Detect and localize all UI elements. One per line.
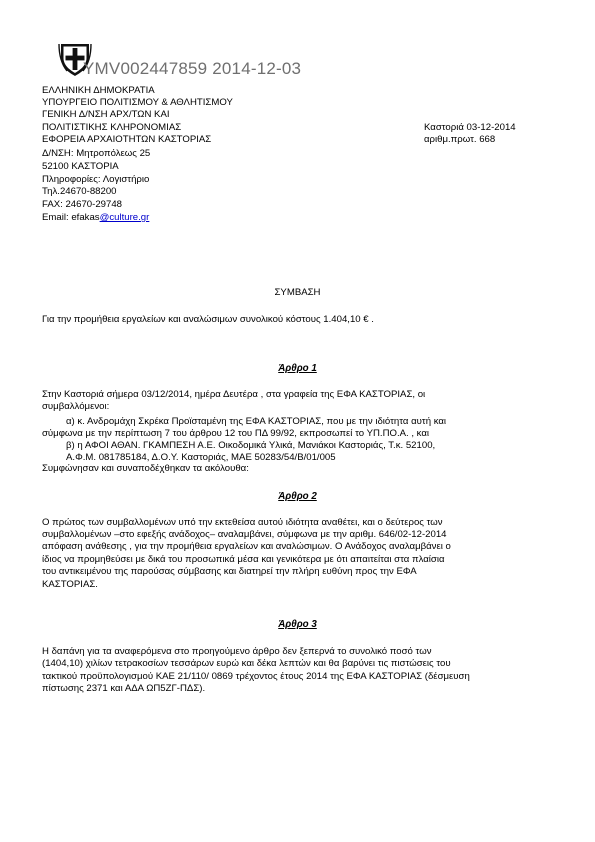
article-1-line: Στην Καστοριά σήμερα 03/12/2014, ημέρα Δευτέρα , στα γραφεία της ΕΦΑ ΚΑΣΤΟΡΙΑΣ, οι: [42, 389, 426, 400]
article-3-line: Η δαπάνη για τα αναφερόμενα στο προηγούμενο άρθρο δεν ξεπερνά το συνολικό ποσό των: [42, 646, 432, 657]
header-line-fax: FAX: 24670-29748: [42, 199, 123, 210]
ada-watermark: ΥΜV002447859 2014-12-03: [83, 59, 302, 78]
header-line-republic: ΕΛΛΗΝΙΚΗ ΔΗΜΟΚΡΑΤΙΑ: [42, 85, 155, 96]
header-line-ephorate: ΕΦΟΡΕΙΑ ΑΡΧΑΙΟΤΗΤΩΝ ΚΑΣΤΟΡΙΑΣ: [42, 134, 212, 145]
article-3-line: (1404,10) χιλίων τετρακοσίων τεσσάρων ευρώ και δέκα λεπτών και θα βαρύνει τις πιστώσεις του: [42, 658, 451, 669]
article-1-line: β) η ΑΦΟΙ ΑΘΑΝ. ΓΚΑΜΠΕΣΗ Α.Ε. Οικοδομικά Υλικά, Μανιάκοι Καστοριάς, Τ.κ. 52100,: [66, 440, 436, 451]
document-title: ΣΥΜΒΑΣΗ: [274, 287, 321, 298]
article-2-line: του αντικειμένου της παρούσας σύμβασης και διατηρεί την πλήρη ευθύνη προς την ΕΦΑ: [42, 566, 417, 577]
header-line-postcode: 52100 ΚΑΣΤΟΡΙΑ: [42, 161, 119, 172]
article-1-line: σύμφωνα με την περίπτωση 7 του άρθρου 12 του ΠΔ 99/92, εκπροσωπεί το ΥΠ.ΠΟ.Α. , και: [42, 428, 430, 439]
article-2-line: συμβαλλομένων –στο εφεξής ανάδοχος– αναλαμβάνει, σύμφωνα με την αριθμ. 646/02-12-2014: [42, 529, 447, 540]
header-line-ministry: ΥΠΟΥΡΓΕΙΟ ΠΟΛΙΤΙΣΜΟΥ & ΑΘΛΗΤΙΣΜΟΥ: [42, 97, 233, 108]
article-3-line: τακτικού προϋπολογισμού ΚΑΕ 21/110/ 0869 τρέχοντος έτους 2014 της ΕΦΑ ΚΑΣΤΟΡΙΑΣ (δέσμευση: [42, 671, 470, 682]
article-1-line: συμβαλλόμενοι:: [42, 401, 110, 412]
email-link[interactable]: @culture.gr: [99, 212, 150, 223]
article-2-heading: Άρθρο 2: [278, 491, 317, 502]
article-1-line: α) κ. Ανδρομάχη Σκρέκα Προϊσταμένη της ΕΦΑ ΚΑΣΤΟΡΙΑΣ, που με την ιδιότητα αυτή και: [66, 416, 447, 427]
header-line-info: Πληροφορίες: Λογιστήριο: [42, 174, 150, 185]
header-line-address: Δ/ΝΣΗ: Μητροπόλεως 25: [42, 148, 151, 159]
article-2-line: ίδιος να προμηθεύσει με δικά του προσωπικά μέσα και γενικότερα με ότι απαιτείται στα πλαίσια: [42, 554, 445, 565]
header-line-general-directorate: ΓΕΝΙΚΗ Δ/ΝΣΗ ΑΡΧ/ΤΩΝ ΚΑΙ: [42, 109, 170, 120]
article-1-heading: Άρθρο 1: [278, 363, 317, 374]
protocol-number: αριθμ.πρωτ. 668: [424, 134, 496, 145]
article-3-heading: Άρθρο 3: [278, 619, 317, 630]
email-prefix: Email: efakas: [42, 212, 100, 223]
header-line-email: [42, 212, 149, 224]
article-1-line: Α.Φ.Μ. 081785184, Δ.Ο.Υ. Καστοριάς, ΜΑΕ 50283/54/Β/01/005: [66, 452, 336, 463]
subject-line: Για την προμήθεια εργαλείων και αναλώσιμων συνολικού κόστους 1.404,10 € .: [42, 314, 374, 325]
place-date: Καστοριά 03-12-2014: [424, 122, 516, 133]
article-2-line: ΚΑΣΤΟΡΙΑΣ.: [42, 579, 98, 590]
article-1-line: Συμφώνησαν και συναποδέχθηκαν τα ακόλουθα:: [42, 463, 249, 474]
header-line-cultural-heritage: ΠΟΛΙΤΙΣΤΙΚΗΣ ΚΛΗΡΟΝΟΜΙΑΣ: [42, 122, 182, 133]
article-2-line: απόφαση ανάθεσης , για την προμήθεια εργαλείων και αναλώσιμων. Ο Ανάδοχος αναλαμβάνει ο: [42, 541, 451, 552]
header-line-phone: Τηλ.24670-88200: [42, 186, 117, 197]
article-2-line: Ο πρώτος των συμβαλλομένων υπό την εκτεθείσα αυτού ιδιότητα αναθέτει, και ο δεύτερος των: [42, 517, 443, 528]
article-3-line: πίστωσης 2371 και ΑΔΑ ΩΠ5ΖΓ-ΠΔΣ).: [42, 683, 206, 694]
